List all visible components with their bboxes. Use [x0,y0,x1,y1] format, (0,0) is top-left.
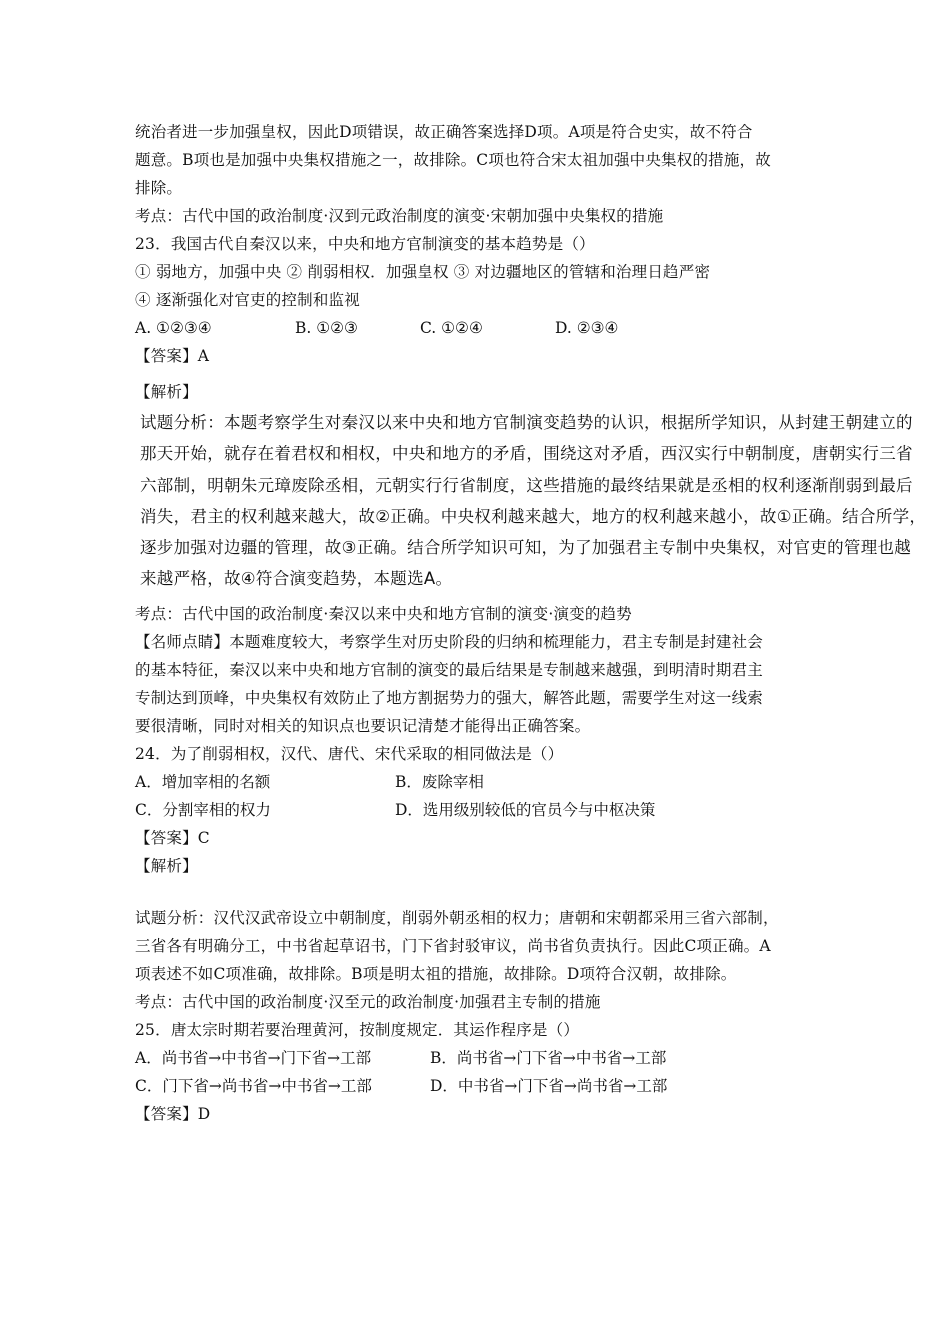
q22-explanation-line: 统治者进一步加强皇权，因此D项错误，故正确答案选择D项。A项是符合史实，故不符合 [135,123,753,141]
q23-stem: 23．我国古代自秦汉以来，中央和地方官制演变的基本趋势是（） [135,235,595,253]
q23-analysis-line: 消失，君主的权利越来越大，故②正确。中央权利越来越大，地方的权利越来越小，故①正确。结合所学， [140,507,927,526]
q23-mingshi-line: 【名师点睛】本题难度较大，考察学生对历史阶段的归纳和梳理能力，君主专制是封建社会 [135,633,764,651]
q23-analysis-line: 来越严格，故④符合演变趋势，本题选A。 [140,569,453,588]
q23-analysis-line: 试题分析：本题考察学生对秦汉以来中央和地方官制演变趋势的认识，根据所学知识，从封建王朝建立的 [140,413,913,432]
q24-option-c: C．分割宰相的权力 [135,801,271,819]
q25-option-a: A．尚书省→中书省→门下省→工部 [135,1049,372,1067]
q24-analysis-label: 【解析】 [135,857,198,875]
q24-answer: 【答案】C [135,829,210,847]
q24-option-b: B．废除宰相 [395,773,484,791]
q24-option-a: A．增加宰相的名额 [135,773,271,791]
q23-analysis-line: 六部制，明朝朱元璋废除丞相，元朝实行行省制度，这些措施的最终结果就是丞相的权利逐渐削弱到最后 [140,476,913,495]
q23-option-c: C. ①②④ [420,319,483,337]
q23-mingshi-line: 要很清晰，同时对相关的知识点也要识记清楚才能得出正确答案。 [135,717,591,735]
q25-option-d: D．中书省→门下省→尚书省→工部 [430,1077,668,1095]
q24-analysis-line: 试题分析：汉代汉武帝设立中朝制度，削弱外朝丞相的权力；唐朝和宋朝都采用三省六部制， [135,909,779,927]
q22-explanation-line: 题意。B项也是加强中央集权措施之一，故排除。C项也符合宋太祖加强中央集权的措施，故 [135,151,771,169]
q23-analysis-line: 逐步加强对边疆的管理，故③正确。结合所学知识可知，为了加强君主专制中央集权，对官吏的管理也越 [140,538,912,557]
q22-explanation-line: 排除。 [135,179,183,197]
q22-kaodian: 考点：古代中国的政治制度·汉到元政治制度的演变·宋朝加强中央集权的措施 [135,207,664,225]
q23-analysis-label: 【解析】 [135,383,198,401]
q25-answer: 【答案】D [135,1105,211,1123]
q24-stem: 24．为了削弱相权，汉代、唐代、宋代采取的相同做法是（） [135,745,564,763]
q23-mingshi-line: 专制达到顶峰，中央集权有效防止了地方割据势力的强大，解答此题，需要学生对这一线索 [135,689,764,707]
q25-stem: 25．唐太宗时期若要治理黄河，按制度规定．其运作程序是（） [135,1021,580,1039]
q23-analysis-line: 那天开始，就存在着君权和相权，中央和地方的矛盾，围绕这对矛盾，西汉实行中朝制度，唐朝实行三省 [140,444,913,463]
q23-items-line: ④ 逐渐强化对官吏的控制和监视 [135,291,360,309]
q23-answer: 【答案】A [135,347,210,365]
q24-analysis-line: 三省各有明确分工，中书省起草诏书，门下省封驳审议，尚书省负责执行。因此C项正确。A [135,937,771,955]
q23-items-line: ① 弱地方，加强中央 ② 削弱相权．加强皇权 ③ 对边疆地区的管辖和治理日趋严密 [135,263,711,281]
q23-mingshi-line: 的基本特征，秦汉以来中央和地方官制的演变的最后结果是专制越来越强，到明清时期君主 [135,661,764,679]
q24-analysis-line: 项表述不如C项准确，故排除。B项是明太祖的措施，故排除。D项符合汉朝，故排除。 [135,965,737,983]
q25-option-c: C．门下省→尚书省→中书省→工部 [135,1077,372,1095]
q25-option-b: B．尚书省→门下省→中书省→工部 [430,1049,667,1067]
q23-option-a: A. ①②③④ [135,319,212,337]
q24-kaodian: 考点：古代中国的政治制度·汉至元的政治制度·加强君主专制的措施 [135,993,601,1011]
q23-option-d: D. ②③④ [555,319,619,337]
q23-option-b: B. ①②③ [295,319,358,337]
q23-kaodian: 考点：古代中国的政治制度·秦汉以来中央和地方官制的演变·演变的趋势 [135,605,632,623]
q24-option-d: D．选用级别较低的官员今与中枢决策 [395,801,656,819]
